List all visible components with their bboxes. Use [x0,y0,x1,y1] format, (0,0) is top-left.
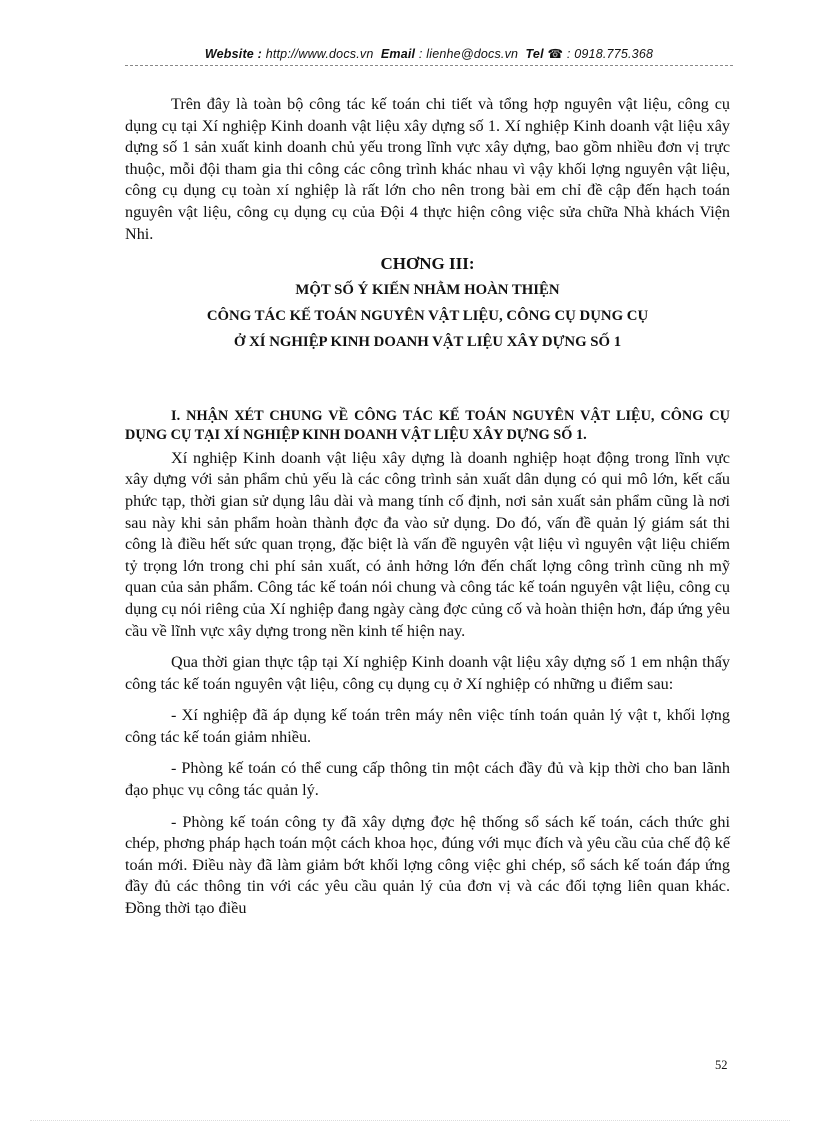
page-header [125,46,733,61]
tel-number: : 0918.775.368 [566,47,654,61]
phone-icon: ☎ [547,47,564,61]
chapter-subtitle-line-2: CÔNG TÁC KẾ TOÁN NGUYÊN VẬT LIỆU, CÔNG CỤ DỤNG CỤ [206,307,649,324]
list-item-1: - Xí nghiệp đã áp dụng kế toán trên máy nên việc tính toán quản lý vật t, khối lợng công tác kế toán giảm nhiều. [125,706,730,746]
tel-label: Tel [525,47,544,61]
list-item-2: - Phòng kế toán có thể cung cấp thông tin một cách đầy đủ và kịp thời cho ban lãnh đạo phục vụ công tác quản lý. [125,759,730,800]
intro-paragraph: Trên đây là toàn bộ công tác kế toán chi tiết và tổng hợp nguyên vật liệu, công cụ dụng cụ tại Xí nghiệp Kinh doanh vật liệu xây dựng số 1. Xí nghiệp Kinh doanh vật liệu xây dựng số 1 sản xuất kinh doanh chủ yếu trong lĩnh vực xây dựng, bao gồm nhiều đơn vị trực thuộc, mỗi đội tham gia thi công các công trình khác nhau vì vậy khối lợng nguyên vật liệu, công cụ dụng cụ toàn xí nghiệp là rất lớn cho nên trong bài em chỉ đề cập đến hạch toán nguyên vật liệu, công cụ dụng cụ của Đội 4 thực hiện công việc sửa chữa Nhà khách Viện Nhi. [125,95,730,243]
chapter-subtitle-line-1: MỘT SỐ Ý KIẾN NHẰM HOÀN THIỆN [295,281,560,298]
page-number: 52 [715,1058,728,1072]
document-body [125,94,730,920]
footer-divider [30,1120,790,1121]
body-paragraph-2: Qua thời gian thực tập tại Xí nghiệp Kinh doanh vật liệu xây dựng số 1 em nhận thấy công tác kế toán nguyên vật liệu, công cụ dụng cụ ở Xí nghiệp có những u điểm sau: [125,653,730,693]
website-label: Website : [204,47,262,61]
section-heading: I. NHẬN XÉT CHUNG VỀ CÔNG TÁC KẾ TOÁN NGUYÊN VẬT LIỆU, CÔNG CỤ DỤNG CỤ TẠI XÍ NGHIỆP KINH DOANH VẬT LIỆU XÂY DỰNG SỐ 1. [125,407,730,444]
email-address: : lienhe@docs.vn [418,47,519,61]
header-divider [125,65,733,66]
body-paragraph-1: Xí nghiệp Kinh doanh vật liệu xây dựng là doanh nghiệp hoạt động trong lĩnh vực xây dựng với sản phẩm chủ yếu là các công trình sản xuất dân dụng có qui mô lớn, kết cấu phức tạp, thời gian sử dụng lâu dài và mang tính cố định, nơi sản xuất sản phẩm cũng là nơi sau này khi sản phẩm hoàn thành đợc đa vào sử dụng. Do đó, vấn đề quản lý giám sát thi công là điều hết sức quan trọng, đặc biệt là vấn đề nguyên vật liệu vì nguyên vật liệu chiếm tỷ trọng lớn trong chi phí sản xuất, có ảnh hởng lớn đến chất lợng công trình cũng nh mỹ quan của sản phẩm. Công tác kế toán nói chung và công tác kế toán nguyên vật liệu, công cụ dụng cụ nói riêng của Xí nghiệp đang ngày càng đợc củng cố và hoàn thiện hơn, đáp ứng yêu cầu về lĩnh vực xây dựng trong nền kinh tế hiện nay. [125,448,730,640]
email-label: Email [380,47,416,61]
chapter-subtitle-line-3: Ở XÍ NGHIỆP KINH DOANH VẬT LIỆU XÂY DỰNG SỐ 1 [233,333,622,350]
chapter-title: CHƠNG III: [380,254,475,274]
website-url: http://www.docs.vn [265,47,374,61]
list-item-3: - Phòng kế toán công ty đã xây dựng đợc hệ thống sổ sách kế toán, cách thức ghi chép, phơng pháp hạch toán một cách khoa học, đúng với mục đích và yêu cầu của chế độ kế toán mới. Điều này đã làm giảm bớt khối lợng công việc ghi chép, sổ sách kế toán đáp ứng đầy đủ các thông tin với các yêu cầu quản lý của đơn vị và các đối tợng liên quan khác. Đồng thời tạo điều [125,812,730,918]
